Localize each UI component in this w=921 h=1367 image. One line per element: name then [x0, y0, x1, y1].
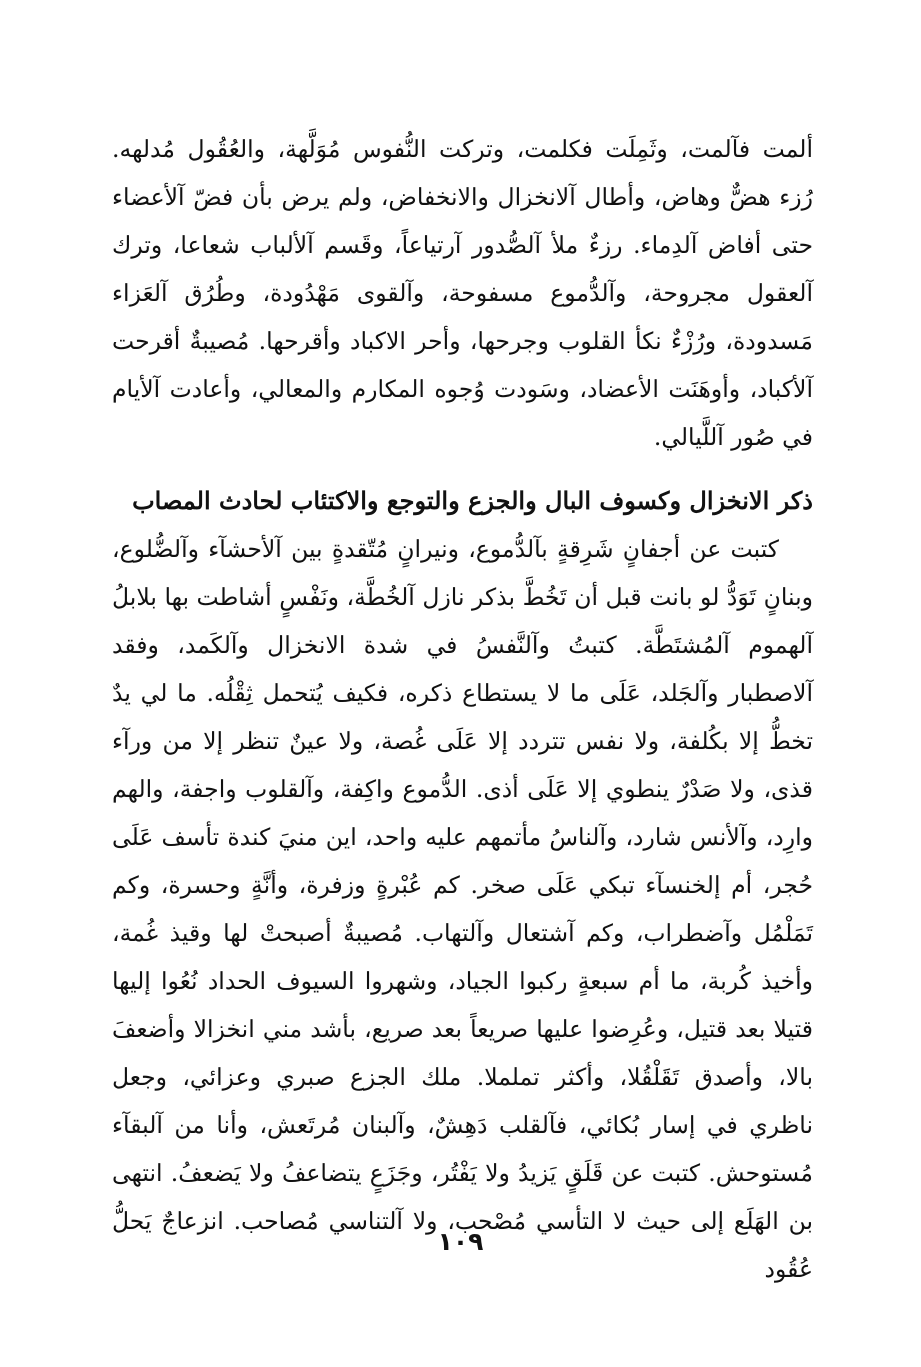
paragraph-body: كتبت عن أجفانٍ شَرِقةٍ بآلدُّموع، ونيرانٍ مُتّقدةٍ بين آلأحشآء وآلضُّلوع، وبنانٍ تَوَدُّ لو بانت قبل أن تَخُطَّ بذكر نازل آلخُطَّة، ونَفْسٍ أشاطت بها بلابلُ آلهموم آلمُشتَطَّة. كتبتُ وآلنَّفسُ في شدة الانخزال وآلكَمد، وفقد آلاصطبار وآلجَلد، عَلَى ما لا يستطاع ذكره، فكيف يُتحمل ثِقْلُه. ما لي يدٌ تخطُّ إلا بكُلفة، ولا نفس تتردد إلا عَلَى غُصة، ولا عينٌ تنظر إلا من ورآء قذى، ولا صَدْرٌ ينطوي إلا عَلَى أذى. الدُّموع واكِفة، وآلقلوب واجفة، والهم وارِد، وآلأنس شارد، وآلناسُ مأتمهم عليه واحد، اين منيَ كندة تأسف عَلَى حُجر، أم إلخنسآء تبكي عَلَى صخر. كم عُبْرةٍ وزفرة، وأنَّةٍ وحسرة، وكم تَمَلْمُل وآضطراب، وكم آشتعال وآلتهاب. مُصيبةٌ أصبحتْ لها وقيذ غُمة، وأخيذ كُربة، ما أم سبعةٍ ركبوا الجياد، وشهروا السيوف الحداد نُعُوا إليها قتيلا بعد قتيل، وعُرِضوا عليها صريعاً بعد صريع، بأشد مني انخزالا وأضعفَ بالا، وأصدق تَقَلْقُلا، وأكثر تململا. ملك الجزع صبري وعزائي، وجعل ناظري في إسار بُكائي، فآلقلب دَهِشٌ، وآلبنان مُرتَعش، وأنا من آلبقآء مُستوحش. كتبت عن قَلَقٍ يَزيدُ ولا يَفْتُر، وجَزَعٍ يتضاعفُ ولا يَضعفُ. انتهى بن الهَلَع إلى حيث لا التأسي مُصْحب، ولا آلتناسي مُصاحب. انزعاجٌ يَحلُّ عُقُود — [112, 535, 813, 1283]
page-number: ١٠٩ — [437, 1227, 484, 1256]
book-page — [112, 125, 813, 1297]
section-heading: ذكر الانخزال وكسوف البال والجزع والتوجع والاكتئاب لحادث المصاب — [132, 486, 813, 515]
paragraph-intro: ألمت فآلمت، وثَمِلَت فكلمت، وتركت النُّفوس مُوَلَّهة، والعُقُول مُدلهه. رُزء هضٌّ وهاض، وأطال آلانخزال والانخفاض، ولم يرض بأن فضّ آلأعضاء حتى أفاض آلدِماء. رزءٌ ملأ آلصُّدور آرتياعاً، وقَسم آلألباب شعاعا، وترك آلعقول مجروحة، وآلدُّموع مسفوحة، وآلقوى مَهْدُودة، وطُرُق آلعَزاء مَسدودة، ورُزْءٌ نكأ القلوب وجرحها، وأحر الاكباد وأقرحها. مُصيبةٌ أقرحت آلأكباد، وأوهَنَت الأعضاد، وسَودت وُجوه المكارم والمعالي، وأعادت آلأيام في صُور آللَّيالي. — [112, 135, 813, 451]
